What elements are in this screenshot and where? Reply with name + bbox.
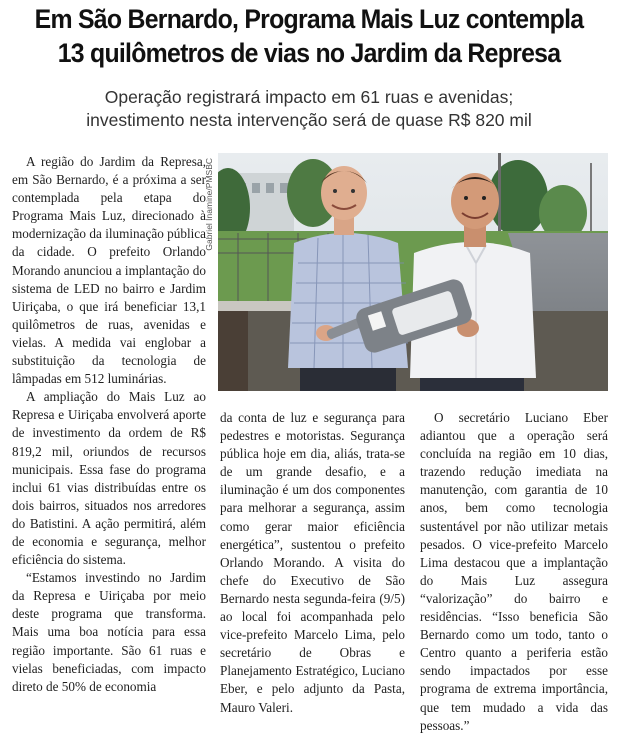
- paragraph: “Estamos investindo no Jardim da Represa e Uiriçaba por meio deste programa que transforma. Mais uma boa notícia para essa região importante. São 61 ruas e vielas beneficiadas, com impacto direto de 50% de economia: [12, 570, 206, 694]
- paragraph: A ampliação do Mais Luz ao Represa e Uiriçaba envolverá aporte de investimento da ordem de R$ 819,2 mil, oriundos de recursos municipais. Essa fase do programa inclui 61 vias distribuídas entre os dois bairros, situados nos arredores do Batistini. A ação permitirá, além de economia e segurança, melhor eficiência do sistema.: [12, 389, 206, 568]
- subheadline: [0, 86, 618, 132]
- paragraph: A região do Jardim da Represa, em São Bernardo, é a próxima a ser contemplada pela etapa do Programa Mais Luz, direcionado à modernização da iluminação pública da cidade. O prefeito Orlando Morando anunciou a implantação do sistema de LED no bairro e Jardim Uiriçaba, o que irá beneficiar 13,1 quilômetros de ruas, avenidas e vielas. A medida vai englobar a substituição da tecnologia de lâmpadas em 512 luminárias.: [12, 154, 206, 387]
- subheadline-line-1: Operação registrará impacto em 61 ruas e avenidas;: [104, 87, 514, 107]
- article-photo: [218, 153, 608, 391]
- paragraph: O secretário Luciano Eber adiantou que a operação será concluída na região em 10 dias, trazendo redução imediata na manutenção, com garantia de 10 anos, bem como tecnologia sustentável por não utilizar metais pesados. O vice-prefeito Marcelo Lima destacou que a implantação do Mais Luz assegura “valorização” do bairro e residências. “Isso beneficia São Bernardo como um todo, tanto o Centro quanto a periferia estão sendo impactados por esse programa de extrema importância, que tem mudado a vida das pessoas.”: [420, 410, 608, 733]
- paragraph: da conta de luz e segurança para pedestres e motoristas. Segurança pública hoje em dia, aliás, trata-se de um grande desafio, e a iluminação é um dos componentes para melhorar a segurança, assim como gerar maior eficiência energética”, sustentou o prefeito Orlando Morando. A visita do chefe do Executivo de São Bernardo nesta segunda-feira (9/5) ao local foi acompanhada pelo vice-prefeito Marcelo Lima, pelo secretário de Obras e Planejamento Estratégico, Luciano Eber, e pelo adjunto da Pasta, Mauro Valeri.: [220, 410, 405, 715]
- article-column-1: [12, 153, 206, 696]
- photo-credit-text: Gabriel Inamine/PMSBC: [204, 158, 214, 251]
- article-column-3: [420, 409, 608, 735]
- photo-illustration: [218, 153, 608, 391]
- headline-line-1: Em São Bernardo, Programa Mais Luz contempla: [34, 4, 584, 34]
- headline-line-2: 13 quilômetros de vias no Jardim da Represa: [57, 38, 561, 68]
- subheadline-line-2: investimento nesta intervenção será de quase R$ 820 mil: [86, 110, 532, 130]
- headline: [25, 2, 594, 70]
- article-column-2: [220, 409, 405, 717]
- photo-credit: [204, 158, 218, 268]
